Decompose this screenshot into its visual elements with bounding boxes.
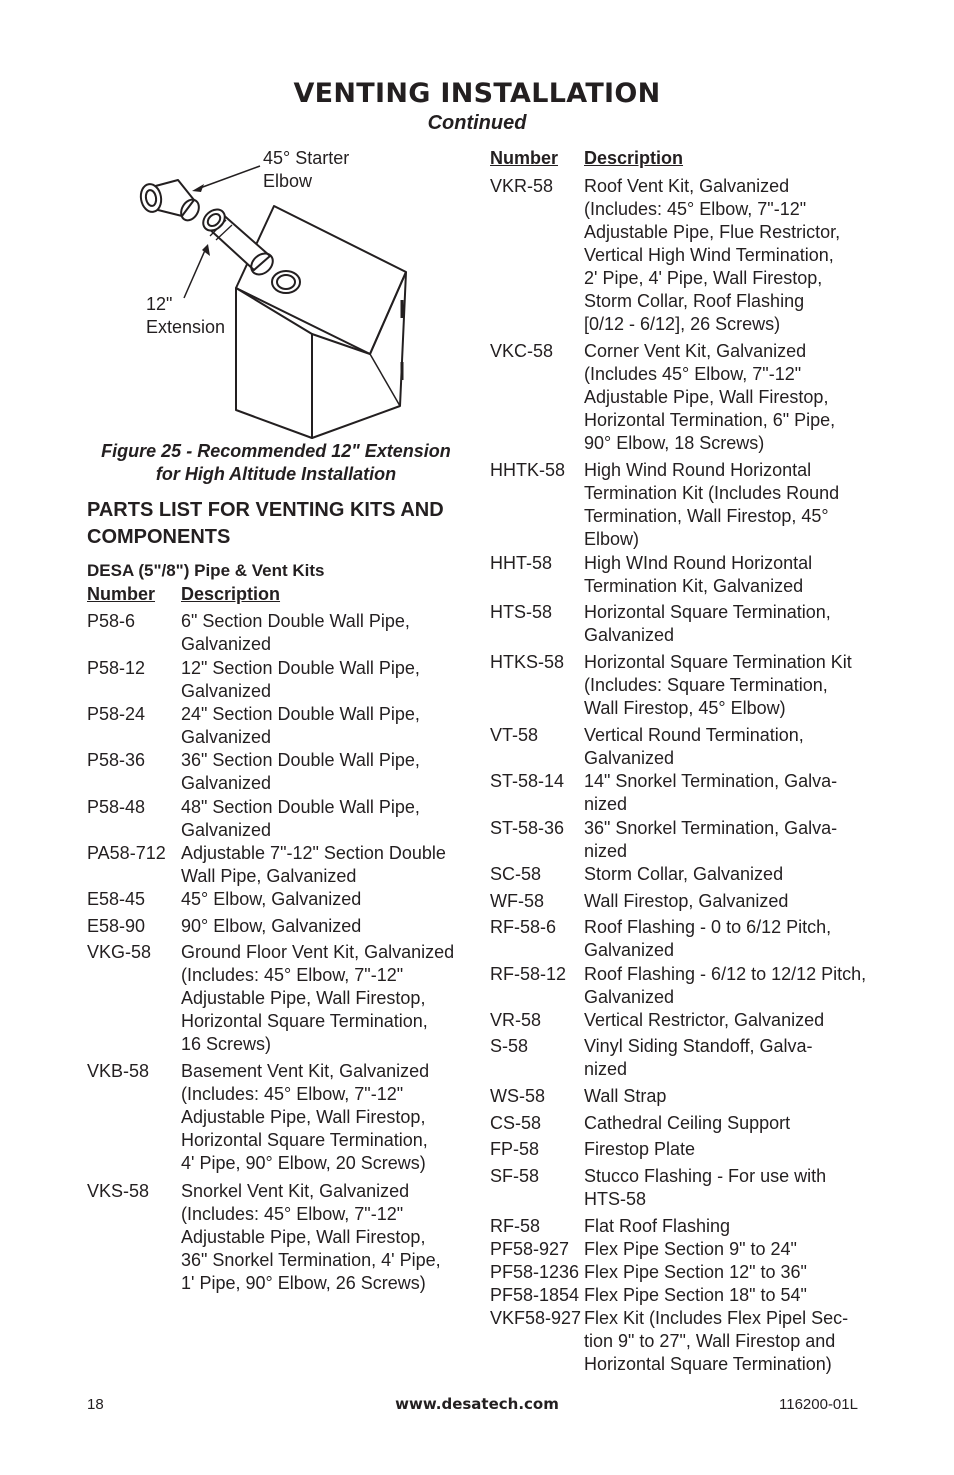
part-description: Ground Floor Vent Kit, Galvanized (Includes: 45° Elbow, 7"-12" Adjustable Pipe, Wall Firestop, Horizontal Square Termination, 16 Screws) [181,942,455,1054]
part-number: P58-24 [87,704,146,724]
part-number: RF-58 [490,1216,541,1236]
part-description: 36" Snorkel Termination, Galva- nized [584,818,838,861]
part-number: PF58-927 [490,1239,570,1259]
part-description: 6" Section Double Wall Pipe, Galvanized [181,611,410,654]
part-number: ST-58-36 [490,818,565,838]
part-number: VKS-58 [87,1181,150,1201]
part-description: Vertical Restrictor, Galvanized [584,1010,825,1030]
part-number: P58-48 [87,797,146,817]
figure-caption [86,440,466,486]
part-number: P58-12 [87,658,146,678]
part-number: RF-58-12 [490,964,567,984]
part-description: 45° Elbow, Galvanized [181,889,362,909]
page-title: VENTING INSTALLATION [293,78,661,109]
part-number: ST-58-14 [490,771,565,791]
column-header-description: Description [181,584,281,604]
part-description: 90° Elbow, Galvanized [181,916,362,936]
part-description: 24" Section Double Wall Pipe, Galvanized [181,704,420,747]
part-number: E58-90 [87,916,146,936]
part-description: High Wind Round Horizontal Termination Kit (Includes Round Termination, Wall Firestop, 45° Elbow) [584,460,840,549]
part-number: CS-58 [490,1113,542,1133]
part-description: Basement Vent Kit, Galvanized (Includes: 45° Elbow, 7"-12" Adjustable Pipe, Wall Firestop, Horizontal Square Termination, 4' Pipe, 90° Elbow, 20 Screws) [181,1061,430,1173]
part-number: P58-36 [87,750,146,770]
part-number: VKB-58 [87,1061,150,1081]
pipe-vent-kits-heading: DESA (5"/8") Pipe & Vent Kits [87,561,325,580]
part-description: Horizontal Square Termination Kit (Includes: Square Termination, Wall Firestop, 45° Elbow) [584,652,852,718]
caption-line-2: for High Altitude Installation [155,464,397,484]
part-description: Cathedral Ceiling Support [584,1113,791,1133]
part-description: Horizontal Square Termination, Galvanized [584,602,831,645]
label-45-starter-elbow: 45° Starter Elbow [263,148,350,191]
page-number: 18 [87,1396,104,1413]
caption-line-1: Figure 25 - Recommended 12" Extension [101,441,451,461]
part-description: Flex Kit (Includes Flex Pipel Sec- tion 9" to 27", Wall Firestop and Horizontal Square Termination) [584,1308,849,1374]
part-number: VR-58 [490,1010,542,1030]
part-description: Adjustable 7"-12" Section Double Wall Pipe, Galvanized [181,843,446,886]
part-description: 12" Section Double Wall Pipe, Galvanized [181,658,420,701]
part-description: Snorkel Vent Kit, Galvanized (Includes: 45° Elbow, 7"-12" Adjustable Pipe, Wall Firestop, 36" Snorkel Termination, 4' Pipe, 1' Pipe, 90° Elbow, 26 Screws) [181,1181,441,1293]
part-description: Roof Vent Kit, Galvanized (Includes: 45° Elbow, 7"-12" Adjustable Pipe, Flue Restrictor, Vertical High Wind Termination, 2' Pipe, 4' Pipe, Wall Firestop, Storm Collar, Roof Flashing [0/12 - 6/12], 26 Screws) [584,176,841,334]
part-description: Flex Pipe Section 18" to 54" [584,1285,807,1305]
part-number: PF58-1236 [490,1262,580,1282]
part-description: 36" Section Double Wall Pipe, Galvanized [181,750,420,793]
part-number: HTS-58 [490,602,553,622]
part-number: PA58-712 [87,843,166,863]
part-description: High WInd Round Horizontal Termination Kit, Galvanized [584,553,813,596]
part-number: HHT-58 [490,553,553,573]
part-description: Roof Flashing - 6/12 to 12/12 Pitch, Galvanized [584,964,867,1007]
part-number: VT-58 [490,725,539,745]
part-number: SF-58 [490,1166,540,1186]
part-description: Corner Vent Kit, Galvanized (Includes 45° Elbow, 7"-12" Adjustable Pipe, Wall Firestop, Horizontal Termination, 6" Pipe, 90° Elbow, 18 Screws) [584,341,836,453]
part-number: SC-58 [490,864,542,884]
page-subtitle: Continued [427,112,527,134]
part-number: FP-58 [490,1139,540,1159]
part-number: S-58 [490,1036,529,1056]
part-number: RF-58-6 [490,917,557,937]
document-number: 116200-01L [779,1396,858,1413]
part-number: E58-45 [87,889,146,909]
figure-25 [88,140,468,440]
part-number: VKG-58 [87,942,152,962]
part-number: HTKS-58 [490,652,565,672]
parts-list-title: PARTS LIST FOR VENTING KITS AND COMPONENTS [87,499,444,548]
part-description: Flex Pipe Section 12" to 36" [584,1262,807,1282]
part-description: Wall Strap [584,1086,667,1106]
part-description: Storm Collar, Galvanized [584,864,784,884]
part-number: VKC-58 [490,341,554,361]
column-header-number: Number [490,148,559,168]
part-number: HHTK-58 [490,460,566,480]
column-header-number: Number [87,584,156,604]
column-header-description: Description [584,148,684,168]
part-number: WS-58 [490,1086,546,1106]
part-description: Roof Flashing - 0 to 6/12 Pitch, Galvanized [584,917,832,960]
part-description: Vertical Round Termination, Galvanized [584,725,804,768]
parts-table-right [490,147,880,1387]
parts-table-left [87,583,472,1303]
label-12-extension: 12" Extension [146,294,226,337]
part-number: WF-58 [490,891,544,911]
part-description: Firestop Plate [584,1139,696,1159]
part-number: VKR-58 [490,176,554,196]
part-number: VKF58-927 [490,1308,582,1328]
part-description: Flex Pipe Section 9" to 24" [584,1239,797,1259]
part-number: P58-6 [87,611,136,631]
part-description: 48" Section Double Wall Pipe, Galvanized [181,797,420,840]
website-link[interactable]: www.desatech.com [395,1395,559,1413]
part-description: Vinyl Siding Standoff, Galva- nized [584,1036,813,1079]
part-description: Wall Firestop, Galvanized [584,891,789,911]
part-description: Flat Roof Flashing [584,1216,731,1236]
part-description: Stucco Flashing - For use with HTS-58 [584,1166,827,1209]
part-number: PF58-1854 [490,1285,580,1305]
part-description: 14" Snorkel Termination, Galva- nized [584,771,838,814]
